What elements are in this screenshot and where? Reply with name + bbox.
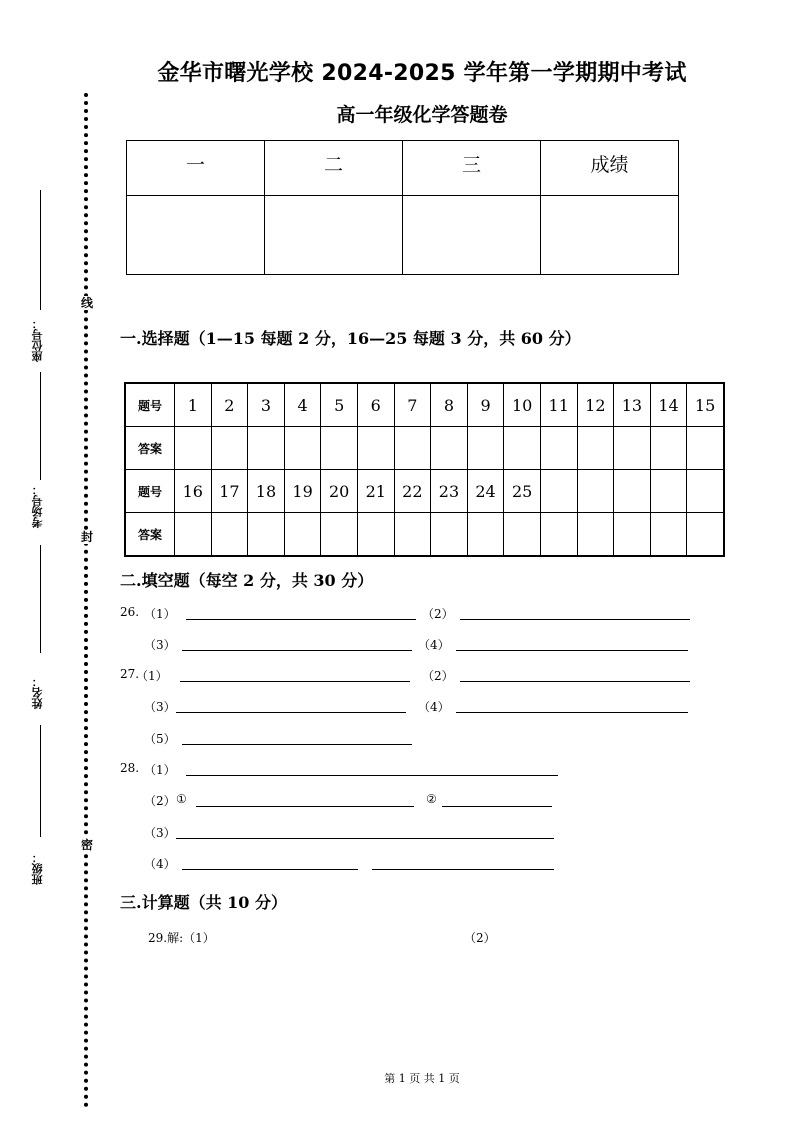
q28-part4-label: （4）	[144, 857, 176, 871]
exam-room-label: 考场号：	[31, 484, 44, 528]
name-line[interactable]	[40, 545, 41, 653]
score-header-2: 二	[265, 141, 403, 196]
score-table	[126, 140, 679, 275]
score-cell-total[interactable]	[541, 196, 679, 275]
q28-part2-label: （2）	[144, 794, 176, 808]
answer-cell-7[interactable]	[394, 427, 431, 470]
q27-part2-label: （2）	[422, 669, 454, 683]
question-number-21: 21	[357, 470, 394, 513]
page-title: 金华市曙光学校 2024-2025 学年第一学期期中考试	[157, 61, 687, 86]
answer-cell-3[interactable]	[248, 427, 285, 470]
answer-cell-22[interactable]	[394, 513, 431, 557]
answer-cell-empty	[614, 513, 651, 557]
seat-number-line[interactable]	[40, 190, 41, 310]
question-number-1: 1	[175, 383, 212, 427]
score-cell-3[interactable]	[403, 196, 541, 275]
question-number-10: 10	[504, 383, 541, 427]
question-number-9: 9	[467, 383, 504, 427]
margin-mark-feng: 封	[80, 530, 93, 544]
row-label-answer: 答案	[125, 513, 175, 557]
answer-cell-16[interactable]	[175, 513, 212, 557]
seat-number-label: 座位号：	[31, 318, 44, 362]
q27-part3-line[interactable]	[176, 712, 406, 713]
question-number-empty	[687, 470, 724, 513]
row-label-question: 题号	[125, 470, 175, 513]
row-label-question: 题号	[125, 383, 175, 427]
answer-cell-23[interactable]	[431, 513, 468, 557]
answer-cell-19[interactable]	[284, 513, 321, 557]
q26-part1-line[interactable]	[186, 619, 416, 620]
margin-mark-xian: 线	[80, 296, 93, 310]
score-header-3: 三	[403, 141, 541, 196]
q29-part1-label: 29.解:（1）	[148, 931, 215, 945]
question-number-15: 15	[687, 383, 724, 427]
q28-part4-line1[interactable]	[182, 869, 358, 870]
row-label-answer: 答案	[125, 427, 175, 470]
q26-part4-line[interactable]	[456, 650, 688, 651]
answer-cell-2[interactable]	[211, 427, 248, 470]
question-number-empty	[540, 470, 577, 513]
q27-part2-line[interactable]	[460, 681, 690, 682]
answer-cell-10[interactable]	[504, 427, 541, 470]
q28-number: 28.	[120, 761, 140, 775]
question-number-20: 20	[321, 470, 358, 513]
margin-mark-mi: 密	[80, 838, 93, 852]
score-cell-1[interactable]	[127, 196, 265, 275]
q26-part2-label: （2）	[422, 607, 454, 621]
q28-part3-line[interactable]	[176, 838, 554, 839]
q28-part1-line[interactable]	[186, 775, 558, 776]
page-subtitle: 高一年级化学答题卷	[336, 104, 508, 126]
question-number-3: 3	[248, 383, 285, 427]
q27-part4-line[interactable]	[456, 712, 688, 713]
q27-part5-label: （5）	[144, 732, 176, 746]
question-number-18: 18	[248, 470, 285, 513]
answer-cell-25[interactable]	[504, 513, 541, 557]
q29-part2-label: （2）	[464, 931, 496, 945]
question-number-4: 4	[284, 383, 321, 427]
q27-part1-line[interactable]	[180, 681, 410, 682]
q28-part2-line1[interactable]	[196, 806, 414, 807]
answer-cell-17[interactable]	[211, 513, 248, 557]
answer-cell-21[interactable]	[357, 513, 394, 557]
q26-part3-label: （3）	[144, 638, 176, 652]
answer-cell-8[interactable]	[431, 427, 468, 470]
answer-cell-24[interactable]	[467, 513, 504, 557]
q26-part4-label: （4）	[418, 638, 450, 652]
q29-part1-answer-area[interactable]	[148, 950, 448, 1050]
question-number-13: 13	[614, 383, 651, 427]
answer-cell-12[interactable]	[577, 427, 614, 470]
answer-cell-empty	[650, 513, 687, 557]
question-number-empty	[577, 470, 614, 513]
question-number-16: 16	[175, 470, 212, 513]
answer-grid	[124, 382, 725, 557]
q27-part5-line[interactable]	[182, 744, 412, 745]
q28-part2-circle2: ②	[426, 792, 437, 806]
exam-room-line[interactable]	[40, 372, 41, 480]
question-number-17: 17	[211, 470, 248, 513]
question-number-25: 25	[504, 470, 541, 513]
q26-part3-line[interactable]	[182, 650, 412, 651]
section2-heading: 二.填空题（每空 2 分，共 30 分）	[120, 571, 374, 590]
section1-heading: 一.选择题（1—15 每题 2 分，16—25 每题 3 分，共 60 分）	[120, 329, 581, 348]
answer-cell-6[interactable]	[357, 427, 394, 470]
answer-cell-empty	[577, 513, 614, 557]
binding-dotted-line	[84, 93, 88, 1108]
question-number-23: 23	[431, 470, 468, 513]
name-label: 姓名：	[31, 676, 44, 709]
page-footer: 第 1 页 共 1 页	[384, 1072, 460, 1085]
q28-part1-label: （1）	[144, 763, 176, 777]
answer-cell-1[interactable]	[175, 427, 212, 470]
answer-cell-4[interactable]	[284, 427, 321, 470]
answer-cell-18[interactable]	[248, 513, 285, 557]
q26-part2-line[interactable]	[460, 619, 690, 620]
question-number-2: 2	[211, 383, 248, 427]
q27-part3-label: （3）	[144, 700, 176, 714]
question-number-19: 19	[284, 470, 321, 513]
score-header-total: 成绩	[541, 141, 679, 196]
q26-part1-label: （1）	[144, 607, 176, 621]
q29-part2-answer-area[interactable]	[464, 950, 724, 1050]
score-header-1: 一	[127, 141, 265, 196]
q28-part2-line2[interactable]	[442, 806, 552, 807]
question-number-24: 24	[467, 470, 504, 513]
answer-cell-11[interactable]	[540, 427, 577, 470]
question-number-7: 7	[394, 383, 431, 427]
answer-cell-empty	[540, 513, 577, 557]
question-number-12: 12	[577, 383, 614, 427]
question-number-14: 14	[650, 383, 687, 427]
question-number-11: 11	[540, 383, 577, 427]
q28-part2-circle1: ①	[176, 792, 187, 806]
answer-cell-empty	[687, 513, 724, 557]
class-line[interactable]	[40, 725, 41, 837]
score-cell-2[interactable]	[265, 196, 403, 275]
question-number-empty	[650, 470, 687, 513]
q28-part3-label: （3）	[144, 826, 176, 840]
q27-part1-label: （1）	[136, 669, 168, 683]
q27-part4-label: （4）	[418, 700, 450, 714]
question-number-8: 8	[431, 383, 468, 427]
class-label: 班级：	[31, 852, 44, 885]
question-number-empty	[614, 470, 651, 513]
q27-number: 27.	[120, 667, 140, 681]
question-number-22: 22	[394, 470, 431, 513]
q28-part4-line2[interactable]	[372, 869, 554, 870]
q26-number: 26.	[120, 605, 140, 619]
answer-cell-5[interactable]	[321, 427, 358, 470]
question-number-5: 5	[321, 383, 358, 427]
answer-cell-9[interactable]	[467, 427, 504, 470]
section3-heading: 三.计算题（共 10 分）	[120, 893, 287, 912]
answer-cell-13[interactable]	[614, 427, 651, 470]
question-number-6: 6	[357, 383, 394, 427]
answer-cell-15[interactable]	[687, 427, 724, 470]
answer-cell-20[interactable]	[321, 513, 358, 557]
answer-cell-14[interactable]	[650, 427, 687, 470]
